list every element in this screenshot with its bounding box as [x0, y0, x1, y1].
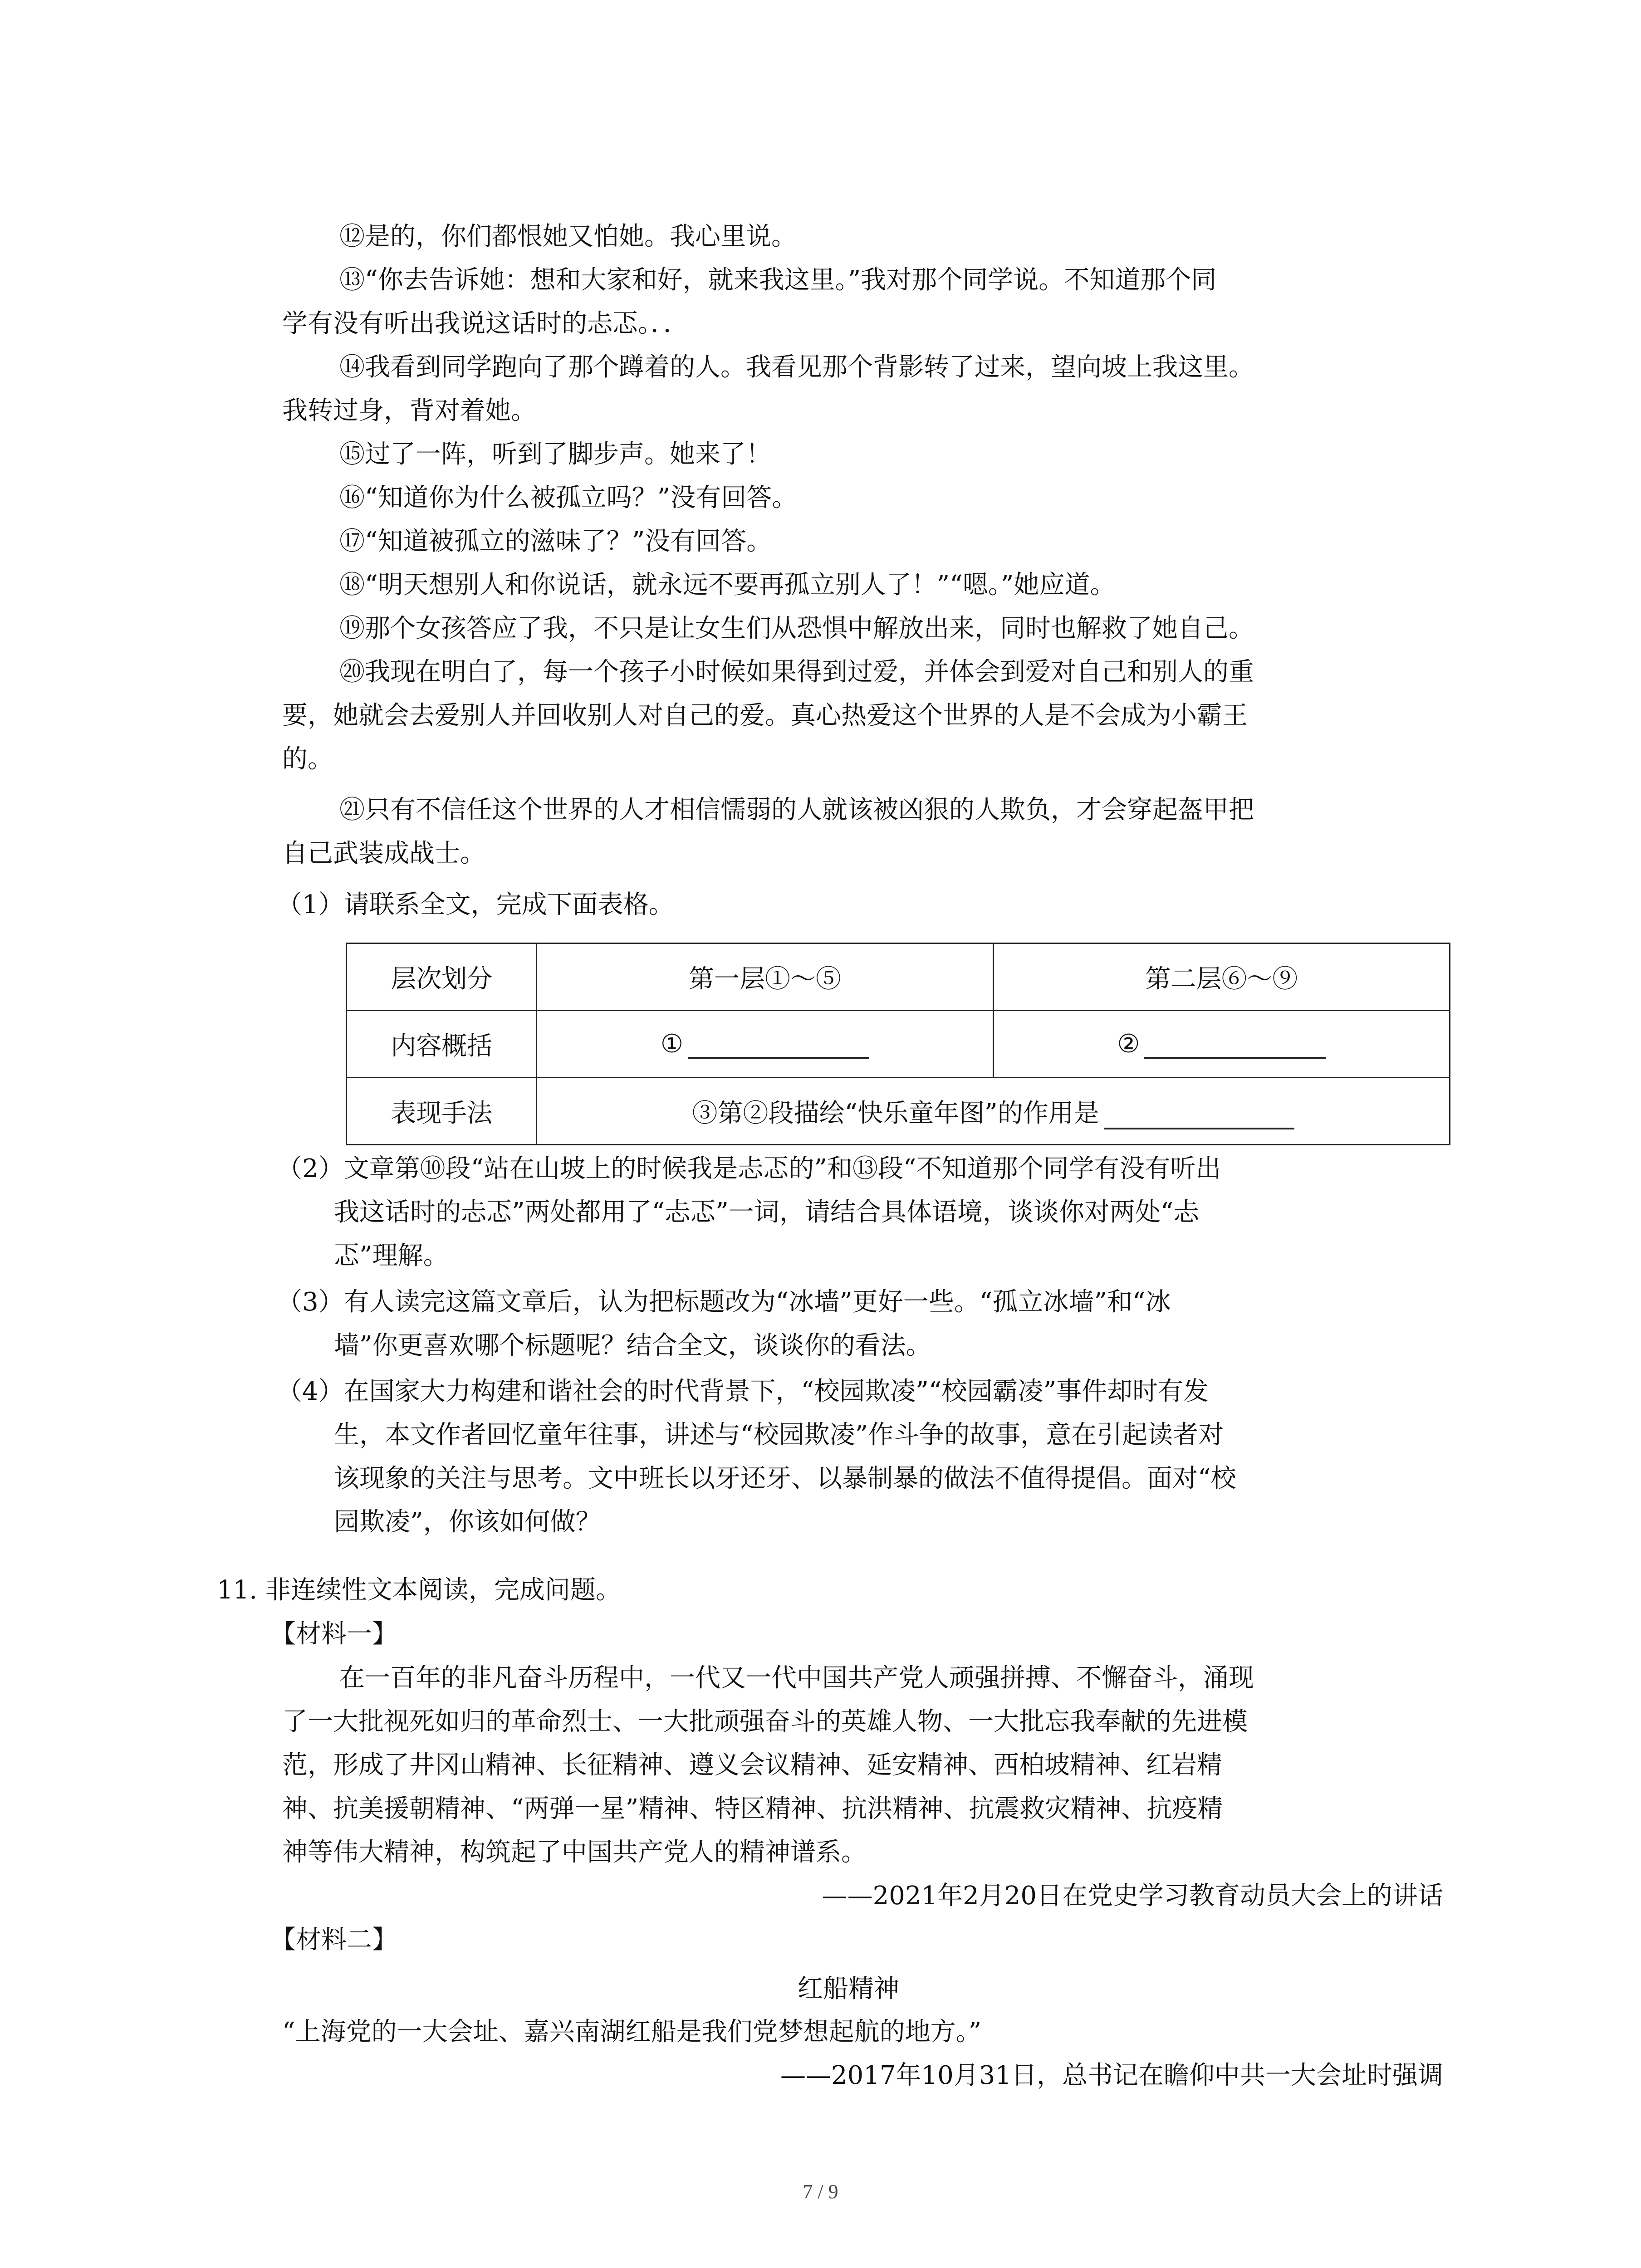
table-cell: 表现手法	[347, 1078, 537, 1145]
answer-blank[interactable]	[1144, 1032, 1326, 1059]
material-1-line2: 了一大批视死如归的革命烈士、一大批顽强奋斗的英雄人物、一大批忘我奉献的先进模	[282, 1707, 1248, 1736]
paragraph-12: ⑫是的，你们都恨她又怕她。我心里说。	[339, 222, 797, 251]
material-1-line5: 神等伟大精神，构筑起了中国共产党人的精神谱系。	[282, 1838, 867, 1867]
question-2-line3: 忑”理解。	[334, 1241, 449, 1271]
question-1: （1）请联系全文，完成下面表格。	[277, 890, 674, 919]
page-number: 7 / 9	[803, 2180, 838, 2203]
material-2-title: 红船精神	[798, 1974, 899, 2004]
table-row	[347, 1011, 1450, 1078]
paragraph-17: ⑰“知道被孤立的滋味了？”没有回答。	[339, 527, 772, 556]
answer-marker: ②	[1117, 1029, 1140, 1059]
material-2-quote: “上海党的一大会址、嘉兴南湖红船是我们党梦想起航的地方。”	[282, 2017, 982, 2047]
paragraph-13-line1: ⑬“你去告诉她：想和大家和好，就来我这里。”我对那个同学说。不知道那个同	[339, 265, 1217, 295]
paragraph-20-line1: ⑳我现在明白了，每一个孩子小时候如果得到过爱，并体会到爱对自己和别人的重	[339, 657, 1254, 687]
material-2-label: 【材料二】	[270, 1925, 397, 1955]
table-cell	[537, 1078, 1450, 1145]
question-3-line2: 墙”你更喜欢哪个标题呢？结合全文，谈谈你的看法。	[334, 1331, 931, 1360]
section-11-title: 11. 非连续性文本阅读，完成问题。	[217, 1575, 621, 1605]
question-4-line2: 生，本文作者回忆童年往事，讲述与“校园欺凌”作斗争的故事，意在引起读者对	[334, 1420, 1224, 1450]
answer-blank[interactable]	[1104, 1103, 1294, 1129]
question-2-line2: 我这话时的忐忑”两处都用了“忐忑”一词，请结合具体语境，谈谈你对两处“忐	[334, 1198, 1199, 1227]
table-header-cell: 第一层①～⑤	[537, 943, 993, 1011]
table-cell	[993, 1011, 1450, 1078]
question-3-line1: （3）有人读完这篇文章后，认为把标题改为“冰墙”更好一些。“孤立冰墙”和“冰	[277, 1287, 1171, 1317]
paragraph-18: ⑱“明天想别人和你说话，就永远不要再孤立别人了！”“嗯。”她应道。	[339, 570, 1116, 600]
paragraph-16: ⑯“知道你为什么被孤立吗？”没有回答。	[339, 483, 798, 513]
question-4-line4: 园欺凌”，你该如何做？	[334, 1507, 601, 1537]
question-2-line1: （2）文章第⑩段“站在山坡上的时候我是忐忑的”和⑬段“不知道那个同学有没有听出	[277, 1154, 1221, 1183]
paragraph-14-line2: 我转过身，背对着她。	[282, 396, 536, 425]
material-1-line4: 神、抗美援朝精神、“两弹一星”精神、特区精神、抗洪精神、抗震救灾精神、抗疫精	[282, 1794, 1223, 1823]
table-header-cell: 第二层⑥～⑨	[993, 943, 1450, 1011]
table-cell	[537, 1011, 993, 1078]
paragraph-14-line1: ⑭我看到同学跑向了那个蹲着的人。我看见那个背影转了过来，望向坡上我这里。	[339, 352, 1254, 382]
material-1-source: ——2021年2月20日在党史学习教育动员大会上的讲话	[822, 1881, 1443, 1911]
material-2-source: ——2017年10月31日，总书记在瞻仰中共一大会址时强调	[780, 2061, 1443, 2090]
table-row	[347, 1078, 1450, 1145]
paragraph-21-line1: ㉑只有不信任这个世界的人才相信懦弱的人就该被凶狠的人欺负，才会穿起盔甲把	[339, 795, 1254, 825]
material-1-line3: 范，形成了井冈山精神、长征精神、遵义会议精神、延安精神、西柏坡精神、红岩精	[282, 1750, 1222, 1780]
material-1-label: 【材料一】	[270, 1619, 397, 1649]
paragraph-15: ⑮过了一阵，听到了脚步声。她来了！	[339, 440, 771, 469]
paragraph-19: ⑲那个女孩答应了我，不只是让女生们从恐惧中解放出来，同时也解救了她自己。	[339, 614, 1254, 643]
answer-prompt: ③第②段描绘“快乐童年图”的作用是	[692, 1098, 1099, 1128]
material-1-line1: 在一百年的非凡奋斗历程中，一代又一代中国共产党人顽强拼搏、不懈奋斗，涌现	[339, 1663, 1254, 1693]
paragraph-21-line2: 自己武装成战士。	[282, 839, 485, 868]
answer-marker: ①	[660, 1029, 684, 1059]
table-header-cell: 层次划分	[347, 943, 537, 1011]
question-4-line3: 该现象的关注与思考。文中班长以牙还牙、以暴制暴的做法不值得提倡。面对“校	[334, 1464, 1236, 1493]
table-row	[347, 943, 1450, 1011]
summary-table	[346, 943, 1450, 1145]
paragraph-20-line2: 要，她就会去爱别人并回收别人对自己的爱。真心热爱这个世界的人是不会成为小霸王	[282, 701, 1248, 730]
paragraph-13-line2: 学有没有听出我说这话时的忐忑。．．	[282, 309, 689, 338]
answer-blank[interactable]	[688, 1032, 869, 1059]
paragraph-20-line3: 的。	[282, 744, 333, 774]
table-cell: 内容概括	[347, 1011, 537, 1078]
question-4-line1: （4）在国家大力构建和谐社会的时代背景下，“校园欺凌”“校园霸凌”事件却时有发	[277, 1377, 1209, 1406]
